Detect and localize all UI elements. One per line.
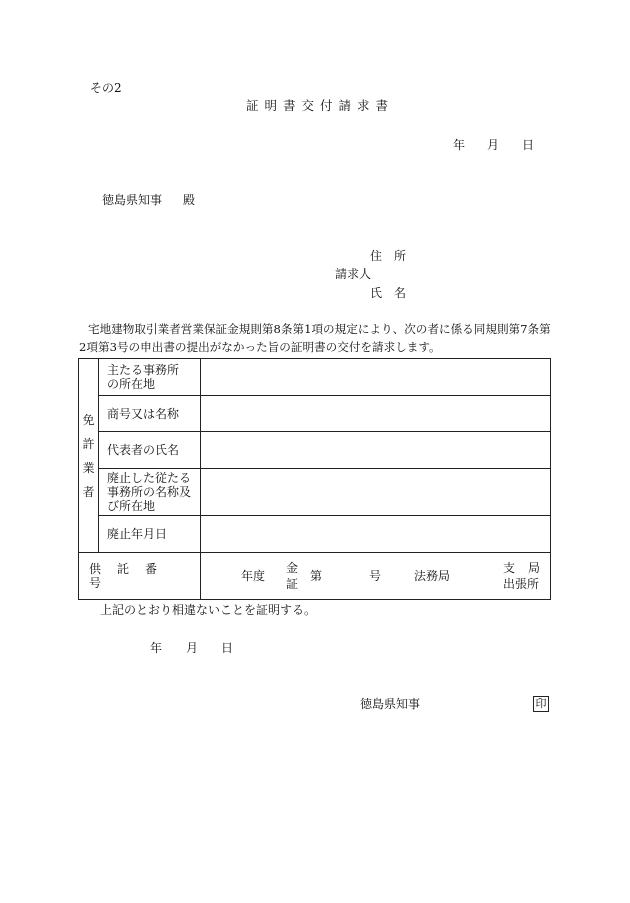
closed-branch-label: 廃止した従たる 事務所の名称及 び所在地 — [99, 469, 201, 516]
table-row — [79, 553, 551, 600]
deposit-nendo: 年度 — [241, 569, 266, 583]
deposit-kin: 金 — [286, 561, 299, 575]
addressee-name: 徳島県知事 — [102, 193, 163, 207]
closure-date-label: 廃止年月日 — [99, 516, 201, 553]
license-holder-group-label: 免 許 業 者 — [79, 359, 99, 553]
table-row — [79, 432, 551, 469]
table-row — [79, 516, 551, 553]
deposit-dai: 第 — [310, 569, 323, 583]
form-number: その2 — [90, 81, 122, 95]
certification-date-month: 月 — [186, 641, 199, 655]
main-office-address-label: 主たる事務所 の所在地 — [99, 359, 201, 396]
header-date-month: 月 — [487, 138, 500, 152]
deposit-sho: 証 — [286, 577, 299, 591]
deposit-go: 号 — [369, 569, 382, 583]
requester-name-label: 氏 名 — [370, 286, 407, 300]
certification-date-day: 日 — [221, 641, 234, 655]
addressee-honorific: 殿 — [183, 193, 196, 207]
closure-date-field[interactable] — [201, 516, 551, 553]
issuer-name: 徳島県知事 — [360, 697, 421, 711]
trade-name-label: 商号又は名称 — [99, 396, 201, 432]
table-row — [79, 469, 551, 516]
page-title: 証明書交付請求書 — [246, 98, 395, 113]
header-date-day: 日 — [522, 138, 535, 152]
requester-role-label: 請求人 — [335, 267, 372, 281]
seal-mark: 印 — [533, 696, 549, 712]
table-row — [79, 396, 551, 432]
deposit-kyoku: 局 — [528, 561, 541, 575]
deposit-houmukyoku: 法務局 — [414, 569, 451, 583]
license-holder-table — [78, 358, 551, 600]
body-text-line-2: 2項第3号の申出書の提出がなかった旨の証明書の交付を請求します。 — [79, 340, 441, 354]
certification-date-year: 年 — [150, 641, 163, 655]
main-office-address-field[interactable] — [201, 359, 551, 396]
header-date-year: 年 — [453, 138, 466, 152]
deposit-number-field[interactable] — [201, 553, 551, 600]
representative-name-field[interactable] — [201, 432, 551, 469]
representative-name-label: 代表者の氏名 — [99, 432, 201, 469]
trade-name-field[interactable] — [201, 396, 551, 432]
certification-text: 上記のとおり相違ないことを証明する。 — [100, 603, 317, 617]
deposit-shi: 支 — [503, 561, 516, 575]
table-row — [79, 359, 551, 396]
deposit-shucchoujo: 出張所 — [503, 577, 540, 591]
deposit-number-label: 供託番号 — [79, 553, 201, 600]
body-text-line-1: 宅地建物取引業者営業保証金規則第8条第1項の規定により、次の者に係る同規則第7条第 — [88, 322, 551, 336]
closed-branch-field[interactable] — [201, 469, 551, 516]
requester-address-label: 住 所 — [370, 249, 407, 263]
